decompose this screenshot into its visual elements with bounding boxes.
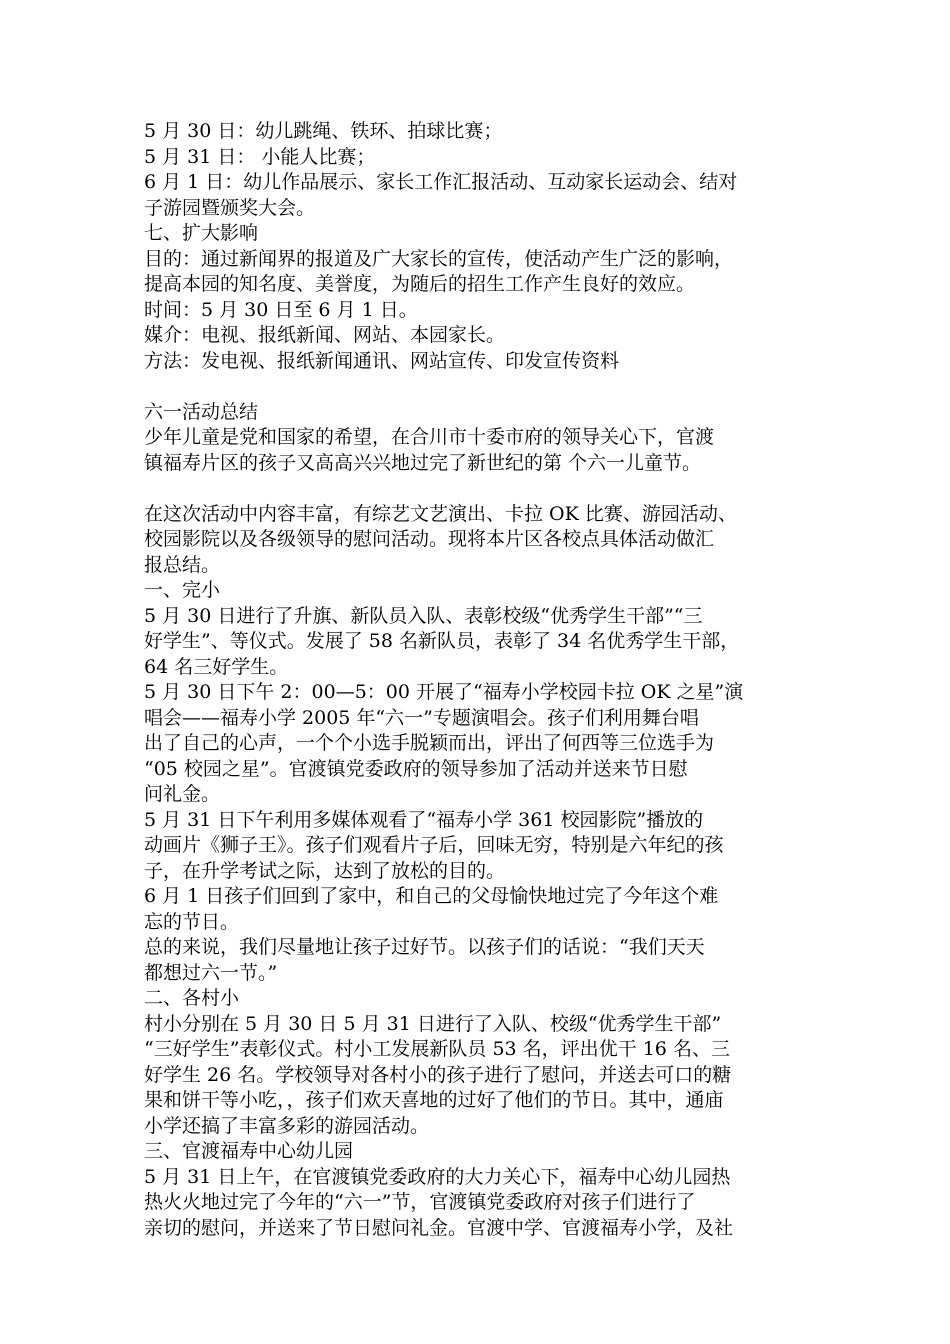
intro-paragraph-line: 镇福寿片区的孩子又高高兴兴地过完了新世纪的第 个六一儿童节。: [144, 451, 702, 474]
blank-line: [144, 476, 824, 502]
conclusion-paragraph-line: 都想过六一节。”: [144, 961, 278, 984]
section-heading-7: 七、扩大影响: [144, 222, 259, 244]
school-paragraph-line: 好学生”、等仪式。发展了 58 名新队员，表彰了 34 名优秀学生干部，: [144, 630, 740, 652]
kindergarten-paragraph-line: 亲切的慰问，并送来了节日慰问礼金。官渡中学、官渡福寿小学，及社: [144, 1216, 734, 1239]
karaoke-paragraph-line: 5 月 30 日下午 2：00—5：00 开展了“福寿小学校园卡拉 OK 之星”演: [144, 681, 744, 703]
time-line: 时间：5 月 30 日至 6 月 1 日。: [144, 298, 418, 321]
blank-line: [144, 374, 824, 400]
june-1-paragraph-line: 6 月 1 日孩子们回到了家中，和自己的父母愉快地过完了今年这个难: [144, 885, 719, 907]
purpose-line-cont: 提高本园的知名度、美誉度，为随后的招生工作产生良好的效应。: [144, 273, 696, 295]
cinema-paragraph-line: 动画片《狮子王》。孩子们观看片子后，回味无穷，特别是六年纪的孩: [144, 834, 724, 856]
schedule-may-31: 5 月 31 日： 小能人比赛；: [144, 145, 376, 168]
activity-paragraph-line: 在这次活动中内容丰富，有综艺文艺演出、卡拉 OK 比赛、游园活动、: [144, 502, 737, 525]
kindergarten-paragraph-line: 热火火地过完了今年的“六一”节，官渡镇党委政府对孩子们进行了: [144, 1191, 696, 1213]
schedule-june-1: 6 月 1 日：幼儿作品展示、家长工作汇报活动、互动家长运动会、结对: [144, 171, 738, 193]
karaoke-paragraph-line: 唱会——福寿小学 2005 年“六一”专题演唱会。孩子们利用舞台唱: [144, 706, 699, 729]
section-heading-1: 一、完小: [144, 579, 221, 601]
schedule-may-30: 5 月 30 日：幼儿跳绳、铁环、拍球比赛；: [144, 120, 503, 142]
village-paragraph-line: 好学生 26 名。学校领导对各村小的孩子进行了慰问，并送去可口的糖: [144, 1063, 732, 1086]
village-paragraph-line: 村小分别在 5 月 30 日 5 月 31 日进行了入队、校级“优秀学生干部”: [144, 1012, 722, 1035]
karaoke-paragraph-line: “05 校园之星”。官渡镇党委政府的领导参加了活动并送来节日慰: [144, 757, 688, 780]
school-paragraph-line: 5 月 30 日进行了升旗、新队员入队、表彰校级“优秀学生干部”“三: [144, 604, 703, 627]
village-paragraph-line: “三好学生”表彰仪式。村小工发展新队员 53 名，评出优干 16 名、三: [144, 1038, 730, 1060]
schedule-june-1-cont: 子游园暨颁奖大会。: [144, 196, 316, 219]
document-page: [144, 119, 824, 1241]
activity-paragraph-line: 校园影院以及各级领导的慰问活动。现将本片区各校点具体活动做汇: [144, 528, 715, 550]
conclusion-paragraph-line: 总的来说，我们尽量地让孩子过好节。以孩子们的话说：“我们天天: [144, 936, 705, 958]
karaoke-paragraph-line: 问礼金。: [144, 783, 221, 805]
cinema-paragraph-line: 子，在升学考试之际，达到了放松的目的。: [144, 859, 506, 882]
village-paragraph-line: 小学还搞了丰富多彩的游园活动。: [144, 1114, 430, 1137]
media-line: 媒介：电视、报纸新闻、网站、本园家长。: [144, 324, 506, 346]
cinema-paragraph-line: 5 月 31 日下午利用多媒体观看了“福寿小学 361 校园影院”播放的: [144, 808, 704, 831]
intro-paragraph-line: 少年儿童是党和国家的希望，在合川市十委市府的领导关心下，官渡: [144, 426, 715, 448]
purpose-line: 目的：通过新闻界的报道及广大家长的宣传，使活动产生广泛的影响，: [144, 247, 734, 270]
june-1-paragraph-line: 忘的节日。: [144, 910, 240, 933]
kindergarten-paragraph-line: 5 月 31 日上午，在官渡镇党委政府的大力关心下，福寿中心幼儿园热: [144, 1165, 731, 1188]
activity-paragraph-line: 报总结。: [144, 553, 221, 576]
karaoke-paragraph-line: 出了自己的心声，一个个小选手脱颖而出，评出了何西等三位选手为: [144, 732, 715, 754]
section-heading-2: 二、各村小: [144, 987, 240, 1009]
summary-title: 六一活动总结: [144, 400, 259, 423]
section-heading-3: 三、官渡福寿中心幼儿园: [144, 1140, 354, 1162]
school-paragraph-line: 64 名三好学生。: [144, 655, 289, 678]
village-paragraph-line: 果和饼干等小吃，，孩子们欢天喜地的过好了他们的节日。其中，通庙: [144, 1089, 724, 1111]
method-line: 方法：发电视、报纸新闻通讯、网站宣传、印发宣传资料: [144, 349, 620, 372]
